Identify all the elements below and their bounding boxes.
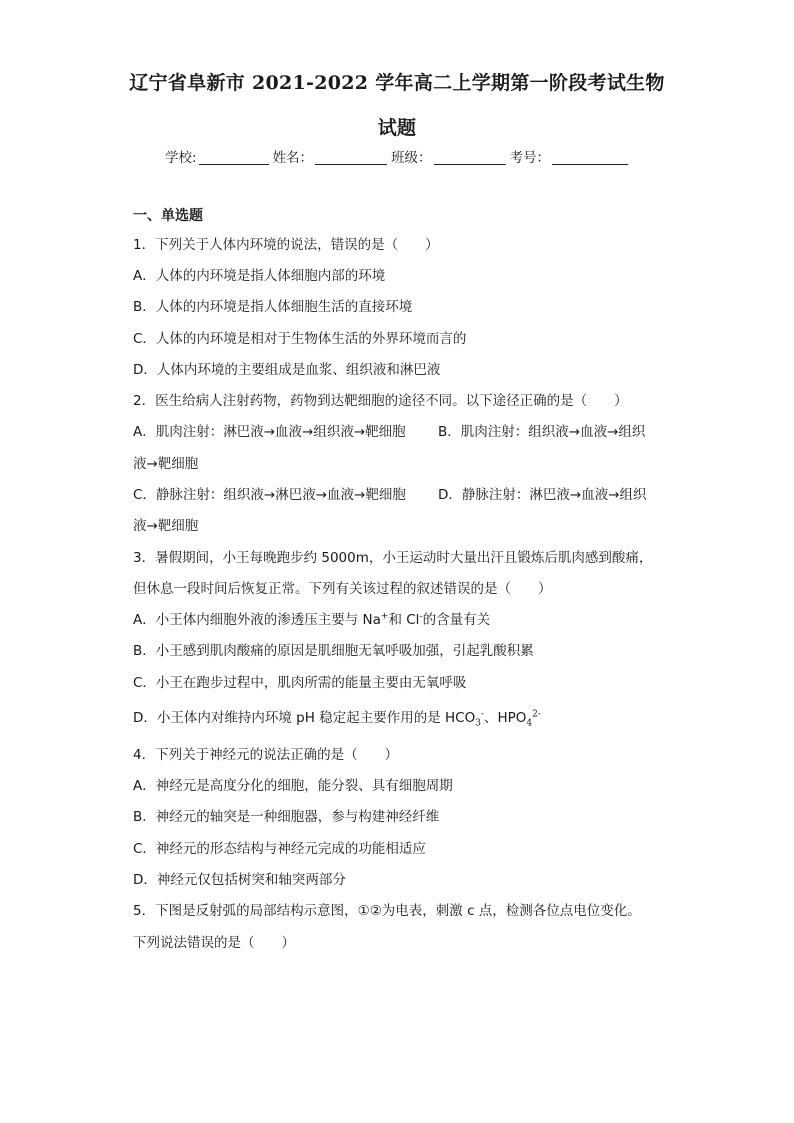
q4-option-d: D．神经元仅包括树突和轴突两部分 (133, 872, 346, 888)
q3-option-a (133, 608, 490, 628)
id-blank[interactable] (552, 150, 628, 165)
hco3-charge: - (480, 709, 484, 720)
q2-option-b: B．肌肉注射：组织液→血液→组织 (438, 424, 646, 440)
q2-option-d-cont: 液→靶细胞 (133, 518, 199, 534)
class-blank[interactable] (434, 150, 506, 165)
q2-option-a: A．肌肉注射：淋巴液→血液→组织液→靶细胞 (133, 424, 406, 440)
section-title: 一、单选题 (133, 208, 203, 224)
q3-option-d (133, 706, 541, 729)
q3-option-c: C．小王在跑步过程中，肌肉所需的能量主要由无氧呼吸 (133, 675, 467, 691)
cl-charge: - (419, 611, 423, 622)
id-label: 考号： (509, 150, 551, 166)
q1-option-a: A．人体的内环境是指人体细胞内部的环境 (133, 268, 386, 284)
q3-option-a-text-1: A．小王体内细胞外液的渗透压主要与 Na (133, 612, 381, 628)
title-line-2: 试题 (377, 117, 417, 139)
q3-stem-line-1: 3．暑假期间，小王每晚跑步约 5000m，小王运动时大量出汗且锻炼后肌肉感到酸痛， (133, 550, 653, 566)
school-label: 学校: (165, 150, 197, 166)
q2-option-c: C．静脉注射：组织液→淋巴液→血液→靶细胞 (133, 487, 406, 503)
q1-option-c: C．人体的内环境是相对于生物体生活的外界环境而言的 (133, 331, 467, 347)
q3-option-a-text-2: 和 Cl (388, 612, 420, 628)
q4-stem: 4．下列关于神经元的说法正确的是（ ） (133, 747, 399, 763)
name-label: 姓名： (272, 150, 314, 166)
hco3-formula (475, 709, 484, 729)
hpo4-formula (526, 709, 541, 729)
q2-option-b-cont: 液→靶细胞 (133, 456, 199, 472)
hpo4-subscript: 4 (526, 718, 533, 729)
q1-option-d: D．人体内环境的主要组成是血浆、组织液和淋巴液 (133, 362, 441, 378)
title-line-1: 辽宁省阜新市 2021-2022 学年高二上学期第一阶段考试生物 (129, 72, 665, 94)
name-blank[interactable] (315, 150, 387, 165)
q2-option-row-1 (133, 420, 646, 440)
q2-stem: 2．医生给病人注射药物，药物到达靶细胞的途径不同。以下途径正确的是（ ） (133, 393, 628, 409)
q3-option-a-text-3: 的含量有关 (422, 612, 491, 628)
q4-option-c: C．神经元的形态结构与神经元完成的功能相适应 (133, 841, 426, 857)
q3-option-d-text: D．小王体内对维持内环境 pH 稳定起主要作用的是 HCO (133, 710, 476, 726)
school-blank[interactable] (199, 150, 269, 165)
q5-stem-line-1: 5．下图是反射弧的局部结构示意图，①②为电表，刺激 c 点，检测各位点电位变化。 (133, 903, 641, 919)
class-label: 班级： (391, 150, 432, 166)
q3-option-d-sep: 、HPO (483, 710, 527, 726)
hpo4-charge: 2- (532, 709, 541, 720)
q3-stem-line-2: 但休息一段时间后恢复正常。下列有关该过程的叙述错误的是（ ） (133, 581, 552, 597)
q3-option-b: B．小王感到肌肉酸痛的原因是肌细胞无氧呼吸加强，引起乳酸积累 (133, 643, 534, 659)
q4-option-a: A．神经元是高度分化的细胞，能分裂、具有细胞周期 (133, 778, 453, 794)
q5-stem-line-2: 下列说法错误的是（ ） (133, 935, 295, 951)
q2-option-row-2 (133, 483, 647, 503)
student-info-row (165, 146, 632, 166)
na-charge: + (380, 611, 389, 622)
hco3-subscript: 3 (475, 718, 481, 729)
q2-option-d: D．静脉注射：淋巴液→血液→组织 (438, 487, 647, 503)
q4-option-b: B．神经元的轴突是一种细胞器，参与构建神经纤维 (133, 809, 440, 825)
q1-option-b: B．人体的内环境是指人体细胞生活的直接环境 (133, 299, 413, 315)
q1-stem: 1．下列关于人体内环境的说法，错误的是（ ） (133, 237, 439, 253)
